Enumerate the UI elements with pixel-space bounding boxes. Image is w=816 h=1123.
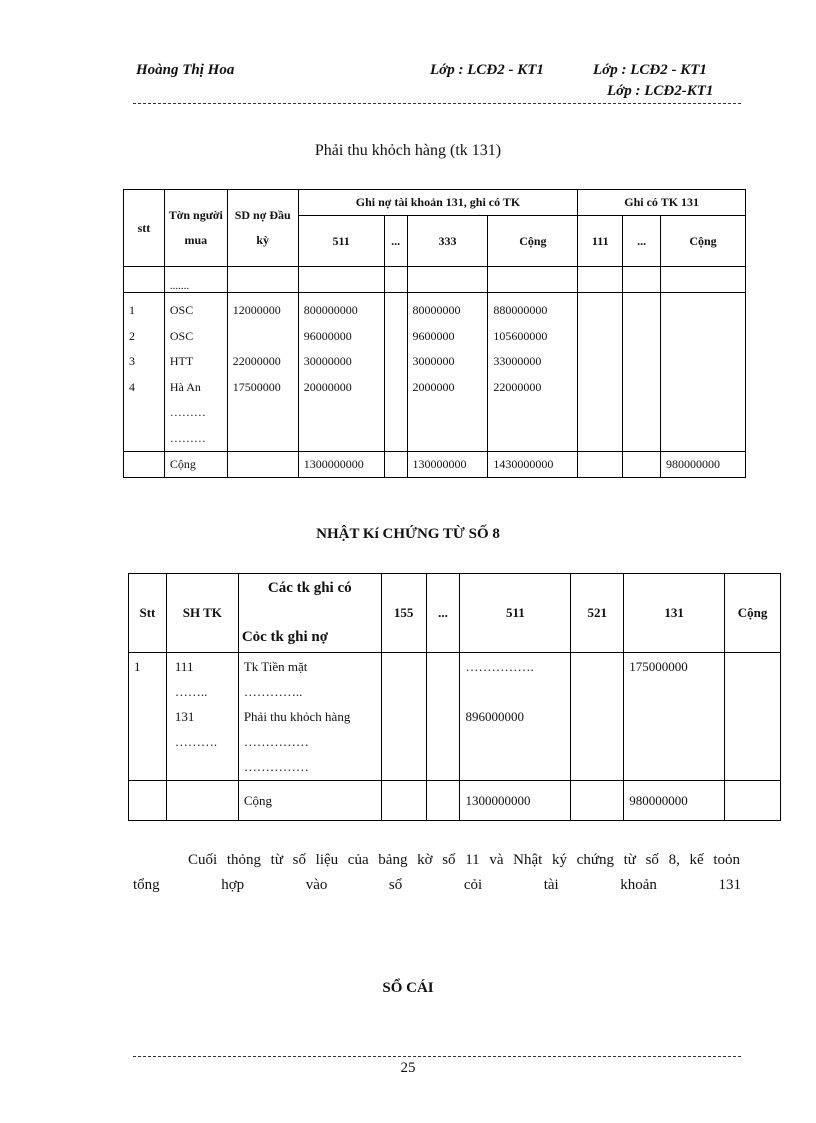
header-521: 521 xyxy=(571,574,624,653)
header-credit-total: Cộng xyxy=(661,216,746,267)
row-333: 80000000 xyxy=(412,303,461,317)
row-511 xyxy=(460,679,570,704)
row-total: 33000000 xyxy=(493,354,542,368)
row-511: 30000000 xyxy=(303,354,352,368)
row-sh: 111 xyxy=(174,659,194,674)
journal-title: NHẬT Kí CHỨNG TỪ SỐ 8 xyxy=(316,526,500,542)
row-buyer-dots: ……… xyxy=(169,405,206,419)
page-number: 25 xyxy=(400,1060,416,1076)
ledger-title: SỔ CÁI xyxy=(382,980,434,996)
footer-rule xyxy=(133,1056,741,1057)
row-desc: ………….. xyxy=(243,684,303,699)
header-ellipsis: ... xyxy=(426,574,460,653)
journal-table xyxy=(128,573,781,821)
total-label: Cộng xyxy=(243,792,272,808)
row-333: 9600000 xyxy=(412,328,455,343)
header-511: 511 xyxy=(460,574,571,653)
row-stt: 1 xyxy=(129,303,135,317)
row-buyer: OSC xyxy=(169,328,194,343)
paragraph-word: sổ xyxy=(388,877,403,893)
receivables-table xyxy=(123,189,746,478)
header-debit-group: Ghi nợ tài khoản 131, ghi có TK xyxy=(298,190,578,216)
total-debit: 1430000000 xyxy=(493,457,554,471)
paragraph-word: hợp xyxy=(221,877,245,893)
row-total: 105600000 xyxy=(493,328,548,343)
total-131: 980000000 xyxy=(629,792,688,808)
total-credit: 980000000 xyxy=(666,457,721,471)
row-buyer: HTT xyxy=(169,354,194,368)
paragraph-line-2 xyxy=(133,877,741,894)
paragraph-line-1: Cuối thỏng từ số liệu của bảng kờ số 11 và Nhật ký chứng từ số 8, kế toỏn xyxy=(188,852,740,868)
row-buyer: OSC xyxy=(169,303,194,317)
total-333: 130000000 xyxy=(412,457,467,471)
header-shtk: SH TK xyxy=(166,574,238,653)
row-sh: 131 xyxy=(174,709,195,724)
total-511: 1300000000 xyxy=(303,457,364,471)
row-sh: …….. xyxy=(174,684,208,699)
row-511: 20000000 xyxy=(303,379,352,394)
total-label: Cộng xyxy=(169,457,196,471)
placeholder-buyer: ....... xyxy=(169,280,190,292)
paragraph-word: tài xyxy=(543,877,559,893)
row-desc: Tk Tiền mặt xyxy=(243,659,308,674)
class-label-3: Lớp : LCĐ2-KT1 xyxy=(607,83,714,99)
row-333: 3000000 xyxy=(412,354,455,368)
header-131: 131 xyxy=(624,574,725,653)
header-buyer: Tờn người mua xyxy=(164,190,227,267)
paragraph-word: vào xyxy=(305,877,328,893)
row-stt: 1 xyxy=(134,659,141,674)
header-credit-ellipsis: ... xyxy=(623,216,661,267)
header-opening-balance: SD nợ Đầu kỳ xyxy=(227,190,298,267)
header-credit-accounts: Các tk ghi có xyxy=(267,580,352,596)
row-buyer-dots: ……… xyxy=(169,430,206,445)
row-511: 896000000 xyxy=(465,709,524,724)
row-total: 880000000 xyxy=(493,303,548,317)
paragraph-word: cỏi xyxy=(463,877,483,893)
row-total: 22000000 xyxy=(493,379,542,394)
header-debit-total: Cộng xyxy=(488,216,578,267)
row-511: 800000000 xyxy=(303,303,358,317)
header-ellipsis: ... xyxy=(384,216,407,267)
class-label-1: Lớp : LCĐ2 - KT1 xyxy=(430,62,544,78)
class-label-2: Lớp : LCĐ2 - KT1 xyxy=(593,62,707,78)
header-stt: stt xyxy=(124,190,165,267)
paragraph-word: khoản xyxy=(620,877,657,893)
row-511: 96000000 xyxy=(303,328,352,343)
row-333: 2000000 xyxy=(412,379,455,394)
row-stt: 3 xyxy=(129,354,135,368)
row-opening: 12000000 xyxy=(232,303,281,317)
row-opening: 17500000 xyxy=(232,379,281,394)
paragraph-word: 131 xyxy=(718,877,741,893)
row-stt: 4 xyxy=(129,379,135,394)
header-511: 511 xyxy=(298,216,384,267)
header-333: 333 xyxy=(407,216,488,267)
header-total: Cộng xyxy=(725,574,781,653)
header-stt: Stt xyxy=(129,574,167,653)
header-111: 111 xyxy=(578,216,623,267)
author-name: Hoàng Thị Hoa xyxy=(136,62,235,78)
row-desc: …………… xyxy=(243,759,309,774)
row-opening: 22000000 xyxy=(232,354,281,368)
row-sh: ………. xyxy=(174,734,218,749)
row-511: ……………. xyxy=(465,659,534,674)
header-debit-accounts: Cỏc tk ghi nợ xyxy=(241,629,329,645)
row-131: 175000000 xyxy=(629,659,688,674)
header-rule xyxy=(133,103,741,104)
header-credit-group: Ghi có TK 131 xyxy=(578,190,746,216)
paragraph-word: tổng xyxy=(133,877,160,893)
table1-title: Phải thu khỏch hàng (tk 131) xyxy=(314,142,502,159)
total-511: 1300000000 xyxy=(465,792,531,808)
row-buyer: Hà An xyxy=(169,379,201,394)
header-155: 155 xyxy=(381,574,426,653)
row-desc: Phải thu khỏch hàng xyxy=(243,709,351,724)
row-opening xyxy=(228,324,298,350)
row-desc: …………… xyxy=(243,734,309,749)
row-stt: 2 xyxy=(129,328,135,343)
